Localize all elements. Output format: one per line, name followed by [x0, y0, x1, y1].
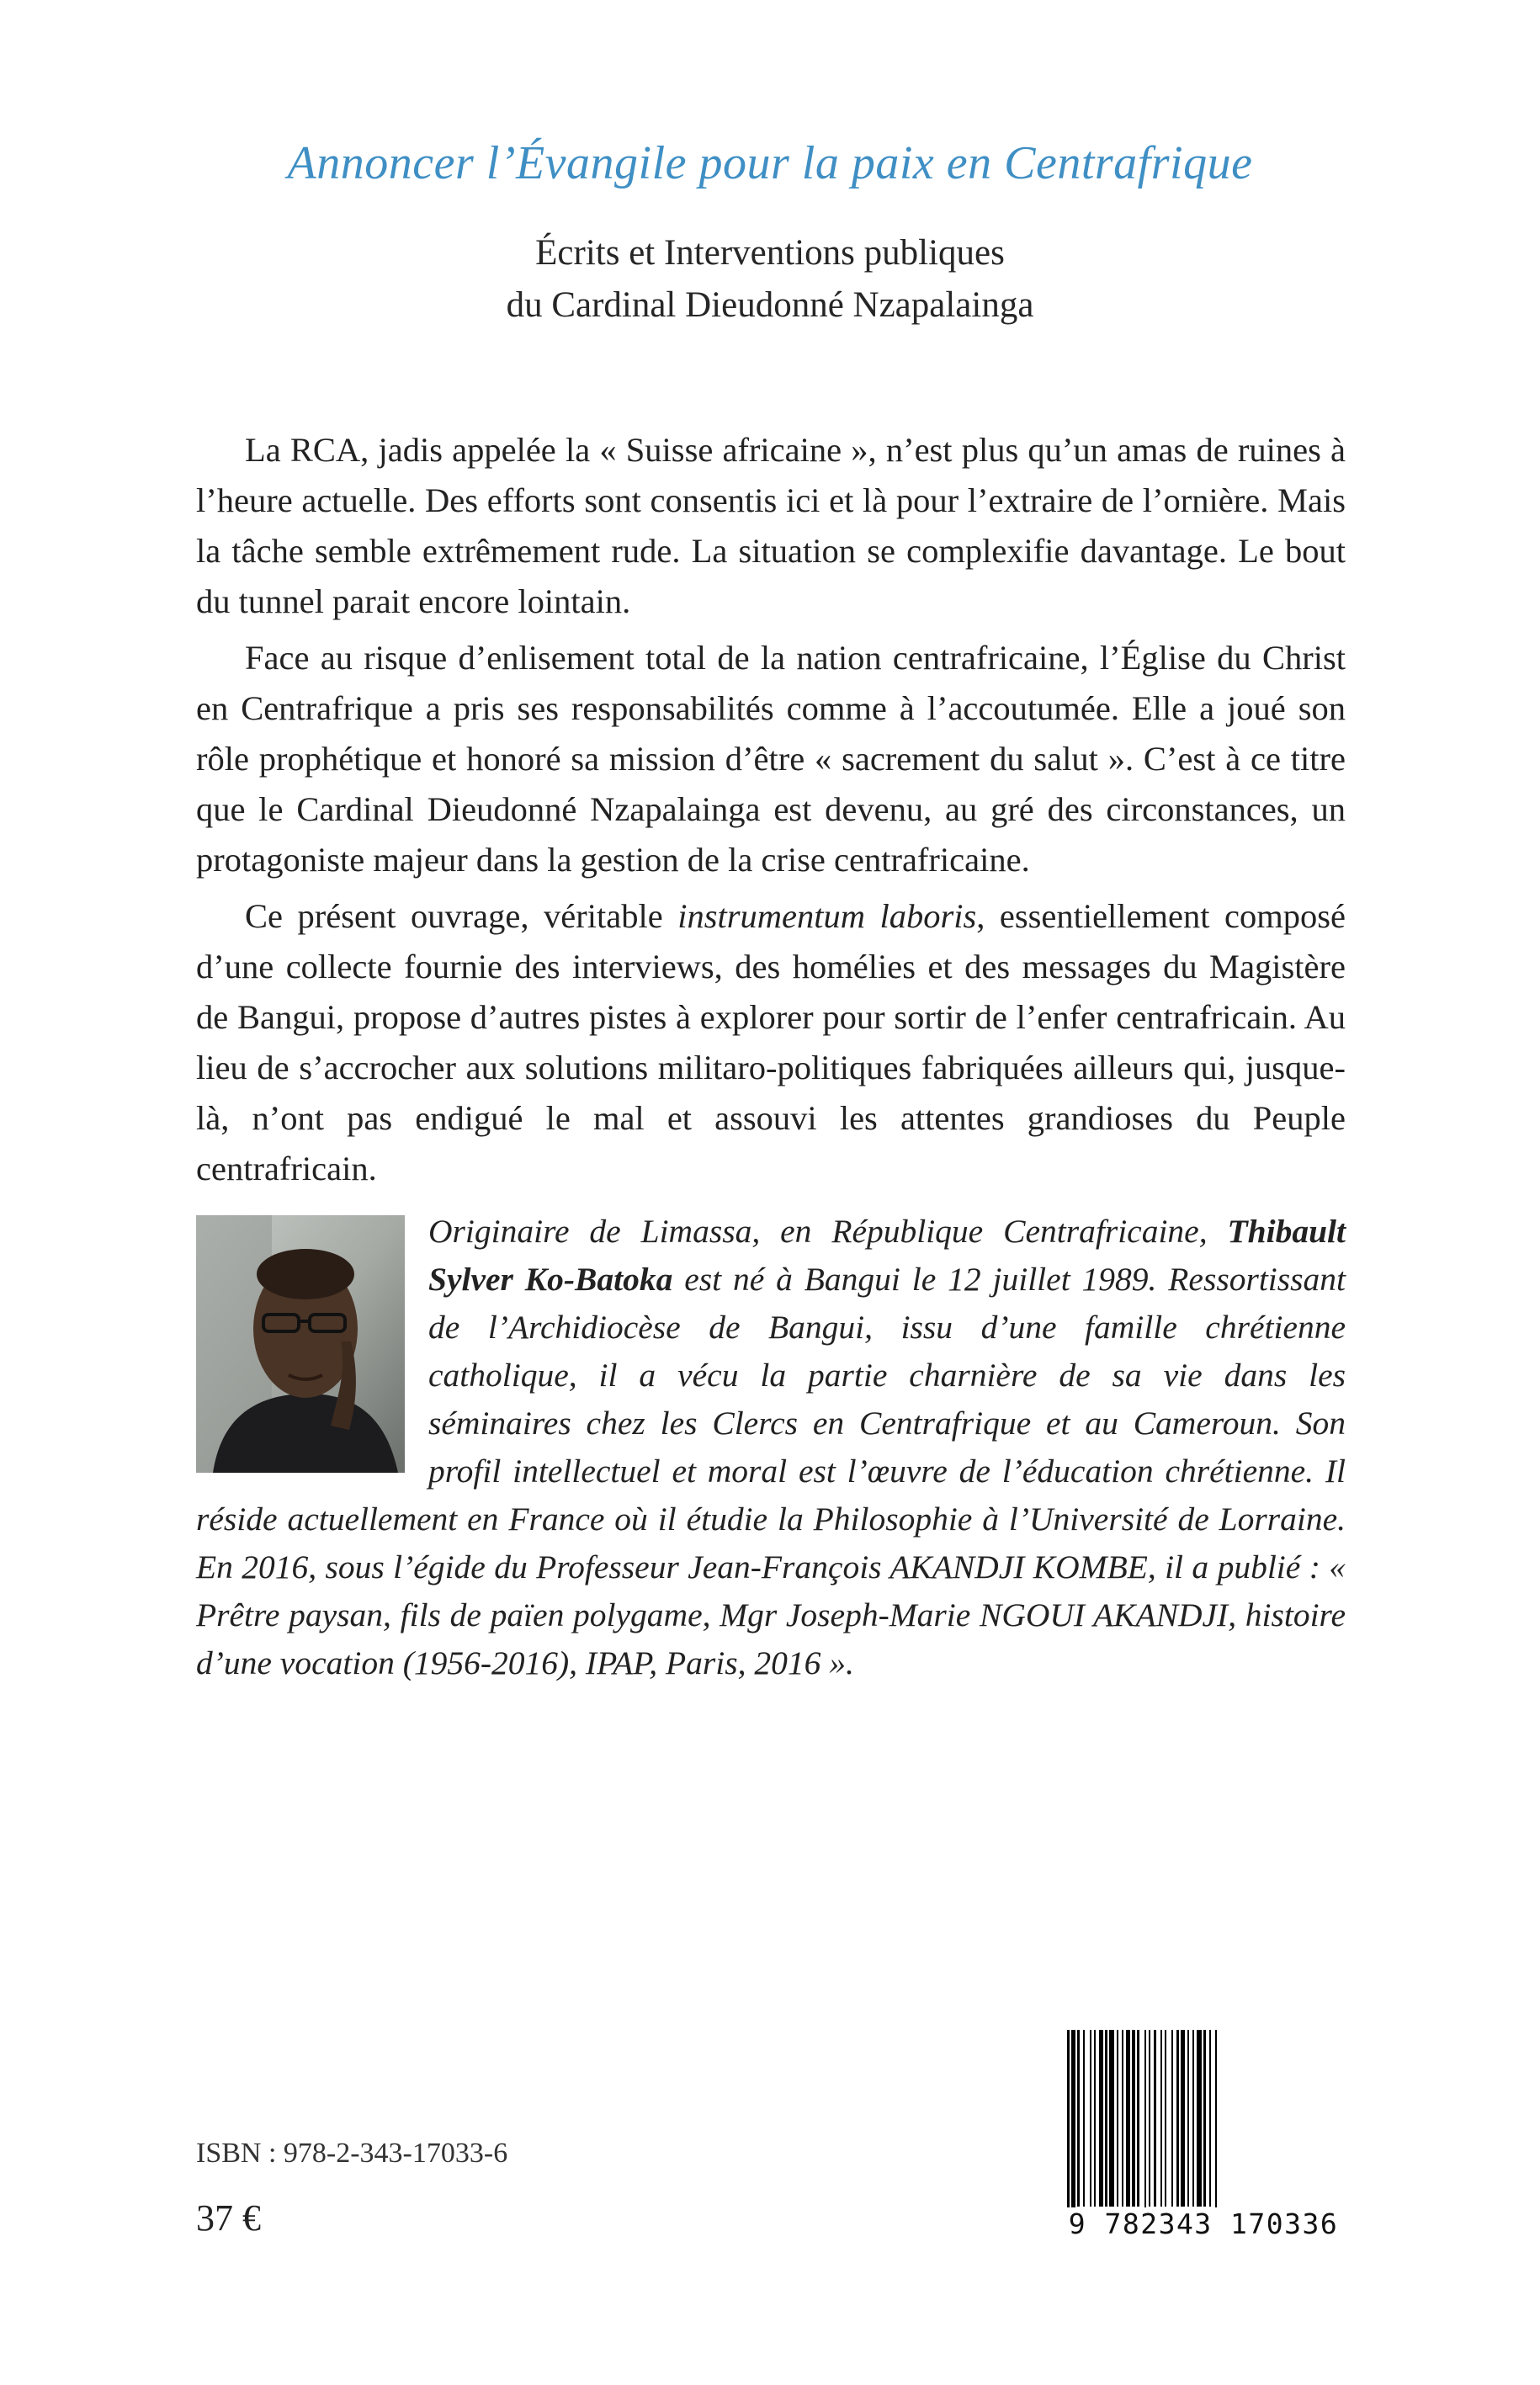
author-portrait-image — [196, 1215, 405, 1473]
barcode-bar — [1171, 2030, 1173, 2207]
barcode-bar — [1094, 2030, 1096, 2207]
book-subtitle — [0, 227, 1540, 332]
barcode-bar — [1181, 2030, 1185, 2207]
author-bio-end: est né à Bangui le 12 juillet 1989. Ressortissant de l’Archidiocèse de Bangui, issu d’une famille chrétienne catholique, il a vécu la partie charnière de sa vie dans les séminaires chez les Clercs en Centrafrique et au Cameroun. Son profil intellectuel et moral est l’œuvre de l’éducation chrétienne. Il réside actuellement en France où il étudie la Philosophie à l’Université de Lorraine. En 2016, sous l’égide du Professeur Jean-François AKANDJI KOMBE, il a publié : « Prêtre paysan, fils de païen polygame, Mgr Joseph-Marie NGOUI AKANDJI, histoire d’une vocation (1956-2016), IPAP, Paris, 2016 ». — [196, 1261, 1346, 1681]
barcode-bar — [1067, 2030, 1070, 2220]
author-photo — [196, 1215, 405, 1473]
barcode-bar — [1160, 2030, 1162, 2207]
subtitle-line-1: Écrits et Interventions publiques — [535, 233, 1005, 273]
barcode-bar — [1165, 2030, 1166, 2207]
subtitle-line-2: du Cardinal Dieudonné Nzapalainga — [506, 285, 1034, 325]
summary-paragraph-2: Face au risque d’enlisement total de la nation centrafricaine, l’Église du Christ en Centrafrique a pris ses responsabilités comme à l’accoutumée. Elle a joué son rôle prophétique et honoré sa mission d’être « sacrement du salut ». C’est à ce titre que le Cardinal Dieudonné Nzapalainga est devenu, au gré des circonstances, un protagoniste majeur dans la gestion de la crise centrafricaine. — [196, 639, 1346, 879]
barcode-bar — [1071, 2030, 1075, 2220]
author-name: Thibault Sylver Ko-Batoka — [428, 1213, 1346, 1298]
barcode-bar — [1117, 2030, 1118, 2207]
barcode-bar — [1176, 2030, 1179, 2207]
barcode-bar — [1126, 2030, 1130, 2207]
book-title: Annoncer l’Évangile pour la paix en Centrafrique — [287, 137, 1253, 189]
barcode-bar — [1197, 2030, 1202, 2207]
barcode-bar — [1192, 2030, 1194, 2207]
price: 37 € — [196, 2197, 261, 2239]
barcode-bar — [1203, 2030, 1206, 2207]
barcode-bar — [1144, 2030, 1146, 2220]
barcode-bar — [1090, 2030, 1091, 2207]
barcode-bar — [1109, 2030, 1114, 2207]
summary-paragraph-1: La RCA, jadis appelée la « Suisse africaine », n’est plus qu’un amas de ruines à l’heure actuelle. Des efforts sont consentis ici et là pour l’extraire de l’ornière. Mais la tâche semble extrêmement rude. La situation se complexifie davantage. Le bout du tunnel parait encore lointain. — [196, 431, 1346, 620]
barcode-bar — [1099, 2030, 1103, 2207]
barcode-bar — [1105, 2030, 1107, 2207]
author-bio — [196, 1208, 1346, 1687]
barcode-bar — [1122, 2030, 1123, 2207]
summary-paragraph-3 — [196, 891, 1346, 1194]
barcode-bar — [1083, 2030, 1085, 2207]
barcode-bar — [1077, 2030, 1080, 2207]
barcode-bar — [1215, 2030, 1217, 2220]
barcode-bar — [1187, 2030, 1189, 2207]
summary-italic-term: instrumentum laboris — [677, 897, 977, 935]
barcode-bar — [1132, 2030, 1135, 2207]
author-bio-start: Originaire de Limassa, en République Centrafricaine, — [428, 1213, 1228, 1250]
barcode-bar — [1149, 2030, 1150, 2207]
barcode-digits: 9 782343 170336 — [1062, 2207, 1345, 2240]
barcode-bar — [1209, 2030, 1211, 2207]
barcode-bar — [1137, 2030, 1139, 2207]
isbn: ISBN : 978-2-343-17033-6 — [196, 2138, 508, 2169]
summary-paragraph-3-end: , essentiellement composé d’une collecte fournie des interviews, des homélies et des messages du Magistère de Bangui, propose d’autres pistes à explorer pour sortir de l’enfer centrafricain. Au lieu de s’accrocher aux solutions militaro-politiques fabriquées ailleurs qui, jusque-là, n’ont pas endigué le mal et assouvi les attentes grandioses du Peuple centrafricain. — [196, 897, 1346, 1187]
summary-paragraph-3-start: Ce présent ouvrage, véritable — [245, 897, 678, 935]
summary-text — [196, 425, 1346, 1200]
barcode-bar — [1154, 2030, 1156, 2207]
